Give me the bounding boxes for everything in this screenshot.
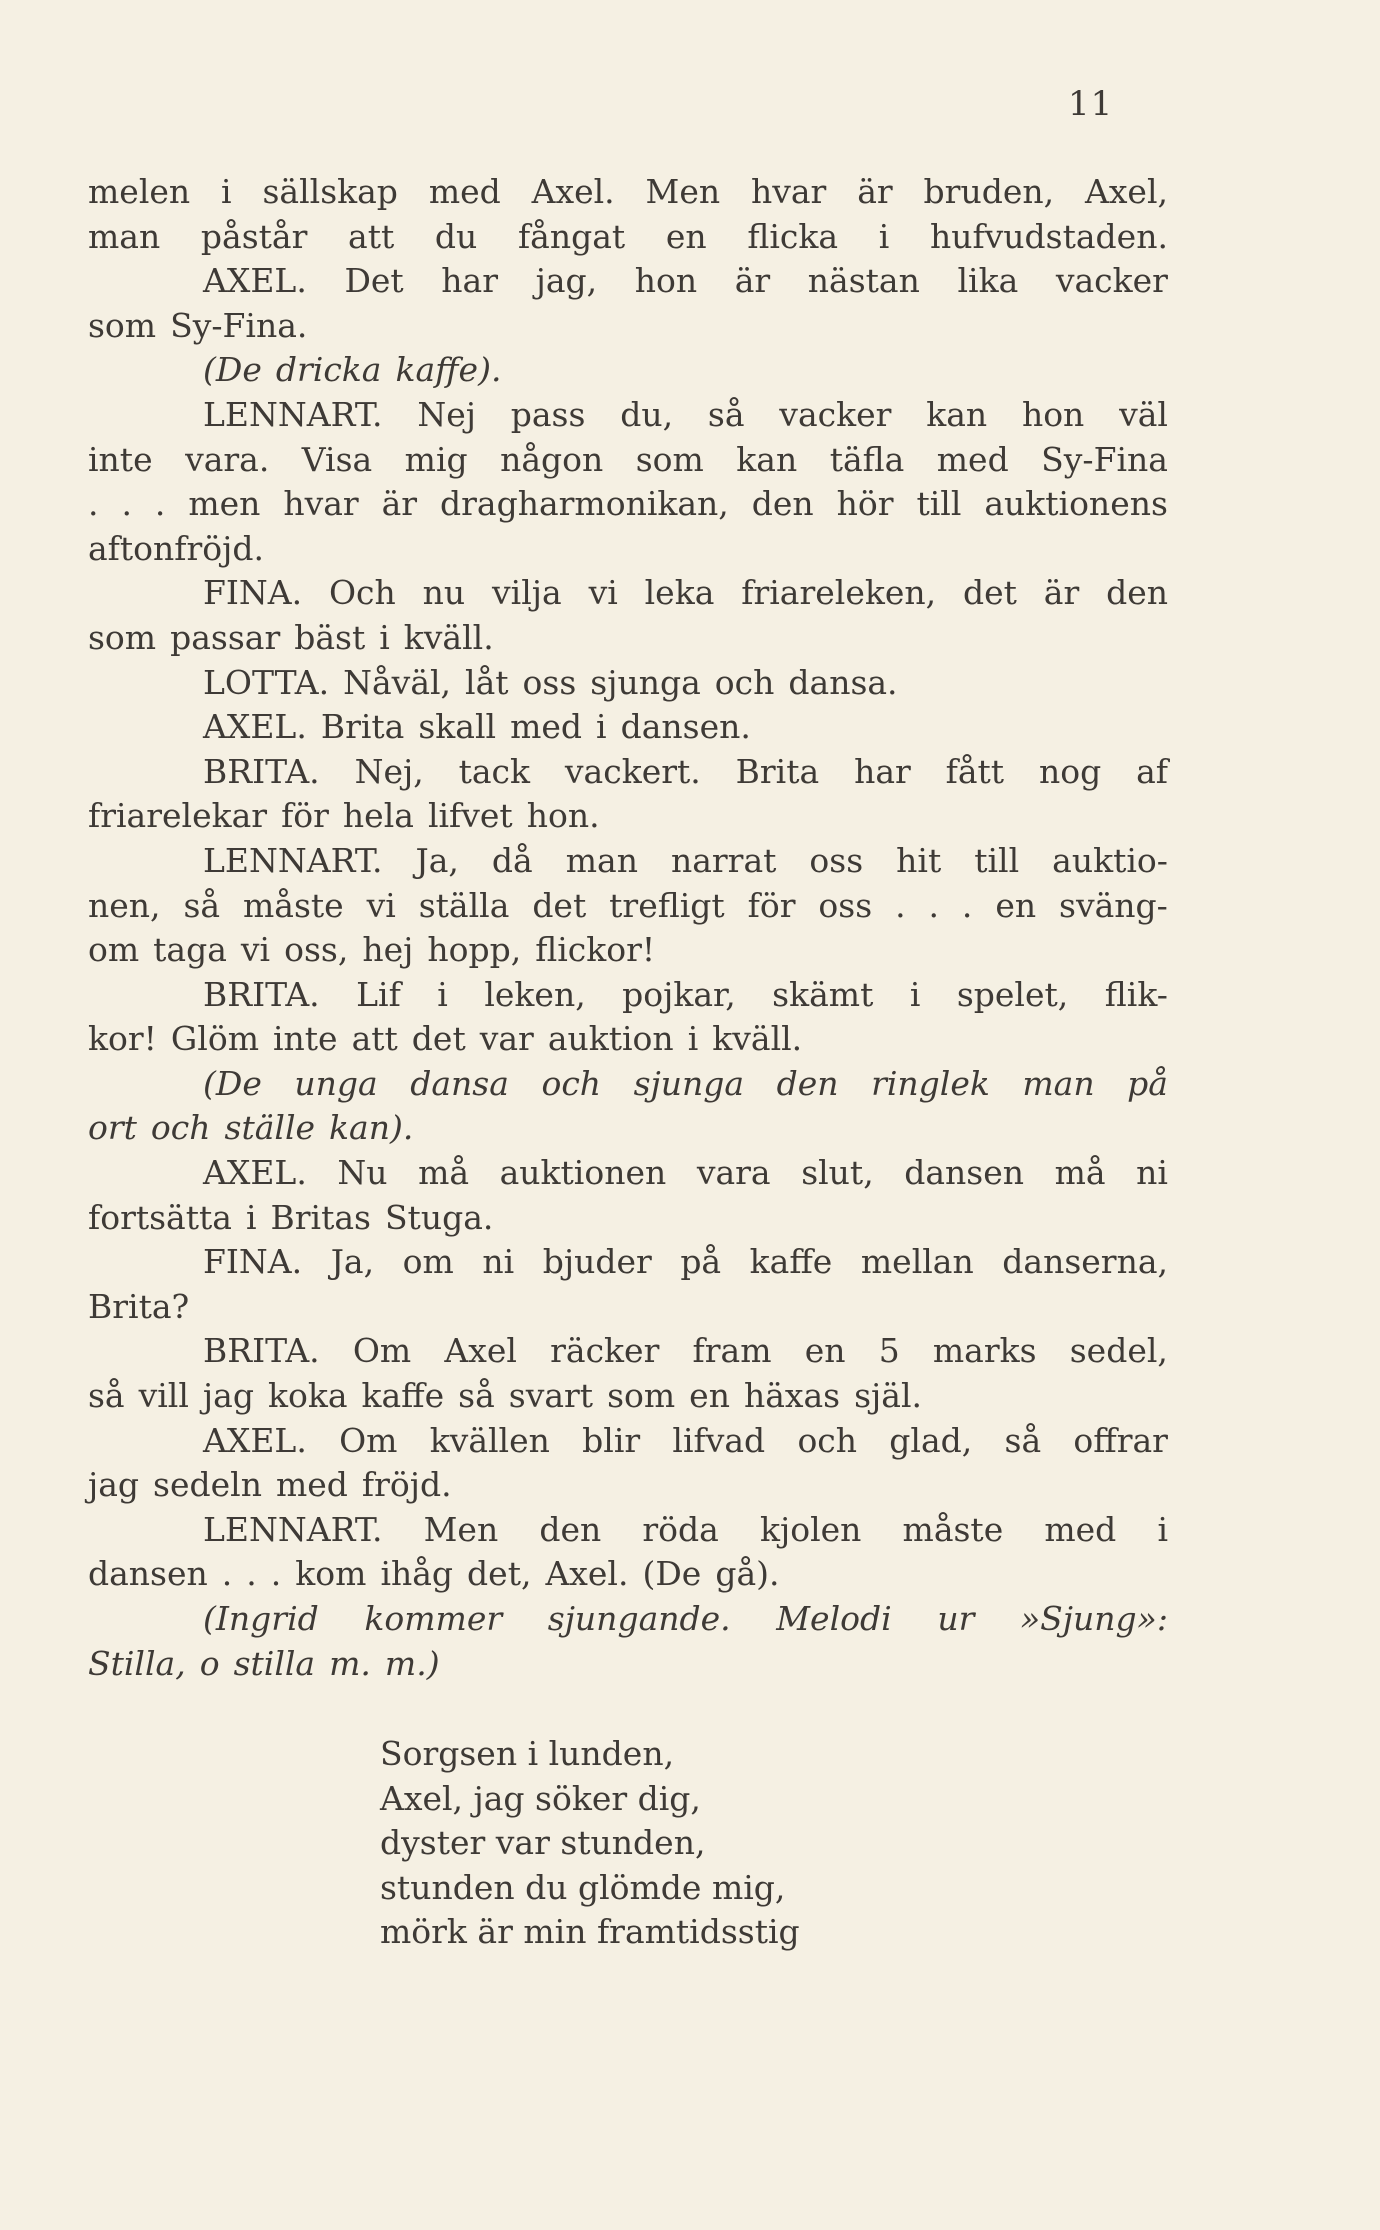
- word: om: [88, 930, 140, 970]
- word: och: [150, 1108, 211, 1148]
- word: fått: [945, 751, 1005, 791]
- word: må: [1054, 1153, 1106, 1193]
- word: oss: [809, 840, 864, 880]
- word: Glöm: [170, 1019, 259, 1059]
- body-text: [88, 170, 1168, 1686]
- word: var: [479, 1019, 534, 1059]
- word: kjolen: [759, 1509, 862, 1549]
- word: Det: [344, 261, 404, 301]
- word: det: [532, 885, 587, 925]
- word: AXEL.: [203, 707, 307, 747]
- word: vi: [366, 885, 396, 925]
- word: sällskap: [262, 172, 398, 211]
- word: FINA.: [203, 573, 303, 613]
- word: ihåg: [380, 1554, 454, 1594]
- word: auktionens: [984, 484, 1168, 524]
- word: en: [689, 1376, 730, 1416]
- word: sjunga: [590, 662, 701, 702]
- word: någon: [500, 439, 604, 479]
- text-line: [88, 1062, 1168, 1107]
- word: kan: [736, 439, 798, 479]
- word: fröjd.: [361, 1465, 452, 1505]
- word: Britas: [270, 1197, 371, 1237]
- word: det: [962, 573, 1017, 613]
- text-line: [88, 1017, 1168, 1062]
- word: Brita: [320, 707, 405, 747]
- word: kvällen: [429, 1420, 550, 1460]
- word: man: [88, 216, 161, 256]
- word: Lif: [356, 974, 401, 1014]
- word: i: [1157, 1509, 1168, 1549]
- word: leka: [644, 573, 715, 613]
- word: marks: [932, 1331, 1037, 1371]
- word: på: [680, 1242, 722, 1282]
- word: hvar: [750, 172, 827, 211]
- word: vi: [240, 930, 271, 970]
- word: inte: [272, 1019, 338, 1059]
- word: hon: [1021, 394, 1085, 434]
- word: koka: [267, 1376, 348, 1416]
- verse-line: stunden du glömde mig,: [380, 1867, 786, 1907]
- word: Melodi: [776, 1599, 892, 1638]
- word: häxas: [743, 1376, 841, 1416]
- word: .: [88, 484, 99, 524]
- word: pojkar,: [622, 974, 736, 1014]
- word: hopp,: [427, 930, 522, 970]
- word: .: [961, 885, 973, 925]
- word: kan: [926, 394, 988, 434]
- word: .: [246, 1554, 257, 1594]
- text-line: [88, 1463, 1168, 1508]
- word: vara.: [185, 439, 270, 479]
- word: kom: [295, 1554, 367, 1594]
- word: Nåväl,: [343, 662, 452, 702]
- word: då: [491, 840, 533, 880]
- word: fortsätta: [88, 1197, 232, 1237]
- word: men: [188, 484, 261, 524]
- word: väl: [1119, 394, 1168, 434]
- word: Nu: [337, 1153, 388, 1193]
- word: Brita: [735, 751, 820, 791]
- word: i: [878, 216, 890, 256]
- text-line: [88, 1329, 1168, 1374]
- word: hör: [836, 484, 894, 524]
- word: kväll.: [403, 617, 494, 657]
- word: ur: [937, 1599, 975, 1638]
- word: hela: [342, 796, 414, 836]
- word: ort: [88, 1108, 137, 1148]
- word: i: [687, 1019, 699, 1059]
- word: vara: [696, 1153, 771, 1193]
- word: trefligt: [609, 885, 725, 925]
- text-line: [88, 1642, 1168, 1687]
- text-line: [88, 259, 1168, 304]
- word: spelet,: [956, 974, 1069, 1014]
- word: nog: [1038, 751, 1102, 791]
- word: kommer: [364, 1599, 503, 1638]
- word: leken,: [484, 974, 586, 1014]
- text-line: [88, 616, 1168, 661]
- word: i: [437, 974, 448, 1014]
- word: du: [434, 216, 478, 256]
- word: dansa.: [788, 662, 898, 702]
- word: som: [88, 305, 157, 345]
- word: fångat: [517, 216, 626, 256]
- word: och: [714, 662, 775, 702]
- word: oss: [522, 662, 577, 702]
- word: den: [1106, 573, 1168, 613]
- word: sjungande.: [547, 1599, 731, 1638]
- word: dansen: [88, 1554, 208, 1594]
- verse-line: mörk är min framtidsstig: [380, 1912, 800, 1952]
- word: o: [199, 1643, 220, 1683]
- text-line: [88, 839, 1168, 884]
- word: unga: [294, 1063, 378, 1103]
- word: för: [281, 796, 329, 836]
- text-line: [88, 393, 1168, 438]
- word: Om: [352, 1331, 412, 1371]
- verse-line: Axel, jag söker dig,: [380, 1778, 701, 1818]
- song-verse: [380, 1732, 800, 1955]
- word: i: [221, 172, 232, 211]
- word: hit: [896, 840, 942, 880]
- text-line: [88, 750, 1168, 795]
- word: auktionen: [499, 1153, 667, 1193]
- word: vackert.: [564, 751, 701, 791]
- word: Axel.: [545, 1554, 629, 1594]
- word: blir: [582, 1420, 641, 1460]
- word: om: [402, 1242, 454, 1282]
- word: en: [995, 885, 1037, 925]
- word: auktio-: [1052, 840, 1168, 880]
- word: 5: [878, 1331, 900, 1371]
- word: så: [1004, 1420, 1042, 1460]
- word: vacker: [779, 394, 892, 434]
- word: Sy-Fina.: [170, 305, 308, 345]
- word: har: [854, 751, 911, 791]
- word: friareleken,: [741, 573, 937, 613]
- word: flickor!: [535, 930, 656, 970]
- text-line: [88, 884, 1168, 929]
- word: så: [88, 1376, 125, 1416]
- verse-line: Sorgsen i lunden,: [380, 1734, 675, 1773]
- word: AXEL.: [203, 1153, 307, 1193]
- word: .: [154, 484, 166, 524]
- text-line: [88, 348, 1168, 393]
- word: BRITA.: [203, 1331, 320, 1371]
- text-line: [88, 1240, 1168, 1285]
- word: .: [221, 1554, 233, 1594]
- word: narrat: [670, 840, 777, 880]
- word: i: [379, 617, 390, 657]
- word: sedel,: [1069, 1331, 1168, 1371]
- word: af: [1136, 751, 1168, 791]
- word: dansen: [904, 1153, 1025, 1193]
- word: Brita?: [88, 1286, 190, 1326]
- word: Stuga.: [384, 1197, 494, 1237]
- word: sedeln: [153, 1465, 262, 1505]
- word: en: [804, 1331, 846, 1371]
- word: med: [275, 1465, 348, 1505]
- word: m.): [384, 1643, 440, 1683]
- word: till: [916, 484, 962, 524]
- word: ni: [482, 1242, 515, 1282]
- word: nen,: [88, 885, 161, 925]
- word: man: [1022, 1063, 1095, 1103]
- word: .: [895, 885, 906, 925]
- word: Ja,: [415, 840, 459, 880]
- word: vilja: [492, 573, 562, 613]
- word: att: [348, 216, 395, 256]
- text-line: [88, 1151, 1168, 1196]
- word: bruden,: [923, 172, 1055, 211]
- word: pass: [510, 394, 586, 434]
- word: dragharmonikan,: [440, 484, 729, 524]
- word: nu: [422, 573, 466, 613]
- word: i: [909, 974, 921, 1014]
- word: LENNART.: [203, 394, 383, 434]
- text-line: [88, 571, 1168, 616]
- word: sjunga: [633, 1063, 745, 1103]
- word: danserna,: [1002, 1242, 1168, 1282]
- text-line: [88, 661, 1168, 706]
- word: den: [776, 1063, 839, 1103]
- word: LENNART.: [203, 840, 383, 880]
- word: och: [541, 1063, 602, 1103]
- page-number: 11: [1068, 84, 1114, 124]
- word: det,: [467, 1554, 532, 1594]
- word: Stilla,: [88, 1643, 186, 1683]
- word: (De: [642, 1554, 702, 1594]
- text-line: [88, 1552, 1168, 1597]
- word: svart: [508, 1376, 594, 1416]
- word: gå).: [715, 1554, 780, 1594]
- word: hon.: [526, 796, 600, 836]
- word: för: [747, 885, 796, 925]
- word: med: [428, 172, 501, 211]
- word: räcker: [550, 1331, 660, 1371]
- word: LOTTA.: [203, 662, 330, 702]
- text-line: [88, 170, 1168, 215]
- word: BRITA.: [203, 751, 320, 791]
- word: AXEL.: [203, 261, 307, 301]
- word: lifvad: [672, 1420, 766, 1460]
- word: må: [418, 1153, 470, 1193]
- word: måste: [902, 1509, 1004, 1549]
- text-line: [88, 1285, 1168, 1330]
- word: flik-: [1104, 974, 1168, 1014]
- word: sväng-: [1059, 885, 1168, 925]
- word: .: [121, 484, 132, 524]
- text-line: [88, 527, 1168, 572]
- word: taga: [153, 930, 227, 970]
- word: ringlek: [871, 1063, 990, 1103]
- word: offrar: [1073, 1420, 1168, 1460]
- word: det: [411, 1019, 466, 1059]
- word: friarelekar: [88, 796, 268, 836]
- word: är: [734, 261, 771, 301]
- word: Men: [423, 1509, 499, 1549]
- text-line: [88, 304, 1168, 349]
- word: som: [88, 617, 157, 657]
- word: med: [936, 439, 1009, 479]
- word: »Sjung»:: [1019, 1599, 1168, 1638]
- word: kaffe).: [395, 350, 502, 390]
- word: lifvet: [427, 796, 513, 836]
- word: slut,: [801, 1153, 874, 1193]
- word: täfla: [829, 439, 905, 479]
- text-line: [88, 438, 1168, 483]
- word: inte: [88, 439, 153, 479]
- word: så: [183, 885, 221, 925]
- word: nästan: [807, 261, 920, 301]
- word: mellan: [860, 1242, 974, 1282]
- word: med: [510, 707, 583, 747]
- text-line: [88, 705, 1168, 750]
- word: den: [751, 484, 814, 524]
- word: ni: [1136, 1153, 1168, 1193]
- word: är: [381, 484, 418, 524]
- word: till: [974, 840, 1020, 880]
- word: Sy-Fina: [1041, 439, 1168, 479]
- word: en: [665, 216, 707, 256]
- word: oss: [818, 885, 873, 925]
- word: (Ingrid: [203, 1599, 319, 1638]
- word: skall: [418, 707, 497, 747]
- word: Nej,: [354, 751, 424, 791]
- word: bäst: [294, 617, 366, 657]
- word: BRITA.: [203, 974, 320, 1014]
- word: dricka: [275, 350, 382, 390]
- word: Och: [329, 573, 396, 613]
- word: är: [1043, 573, 1080, 613]
- verse-line: dyster var stunden,: [380, 1823, 706, 1863]
- word: i: [245, 1197, 257, 1237]
- word: aftonfröjd.: [88, 528, 264, 568]
- word: och: [797, 1420, 858, 1460]
- word: som: [607, 1376, 676, 1416]
- word: hufvudstaden.: [929, 216, 1168, 256]
- word: är: [857, 172, 893, 211]
- word: vacker: [1055, 261, 1168, 301]
- text-line: [88, 1597, 1168, 1642]
- word: LENNART.: [203, 1509, 383, 1549]
- word: Axel: [444, 1331, 517, 1371]
- text-line: [88, 973, 1168, 1018]
- word: med: [1044, 1509, 1117, 1549]
- word: ställe: [224, 1108, 316, 1148]
- word: den: [539, 1509, 602, 1549]
- word: vi: [588, 573, 618, 613]
- word: kan).: [329, 1108, 414, 1148]
- word: passar: [170, 617, 281, 657]
- word: .: [928, 885, 939, 925]
- word: lika: [957, 261, 1019, 301]
- word: hon: [634, 261, 698, 301]
- word: hej: [362, 930, 414, 970]
- word: Axel,: [1084, 172, 1168, 211]
- text-line: [88, 482, 1168, 527]
- word: kaffe: [749, 1242, 833, 1282]
- word: dansa: [410, 1063, 509, 1103]
- word: jag: [202, 1376, 254, 1416]
- text-line: [88, 1419, 1168, 1464]
- word: Ja,: [330, 1242, 375, 1282]
- word: på: [1127, 1063, 1168, 1103]
- word: så: [458, 1376, 495, 1416]
- word: dansen.: [620, 707, 751, 747]
- word: påstår: [200, 216, 308, 256]
- word: har: [441, 261, 498, 301]
- word: Men: [645, 172, 721, 211]
- word: bjuder: [542, 1242, 652, 1282]
- word: du,: [620, 394, 674, 434]
- word: (De: [203, 1063, 262, 1103]
- word: jag,: [535, 261, 598, 301]
- word: flicka: [747, 216, 839, 256]
- text-line: [88, 1196, 1168, 1241]
- word: Om: [339, 1420, 398, 1460]
- word: att: [351, 1019, 398, 1059]
- word: fram: [692, 1331, 772, 1371]
- word: jag: [88, 1465, 140, 1505]
- word: man: [565, 840, 638, 880]
- word: (De: [203, 350, 262, 390]
- word: Axel.: [531, 172, 615, 211]
- word: mig: [404, 439, 468, 479]
- word: melen: [88, 172, 191, 211]
- word: kaffe: [361, 1376, 445, 1416]
- word: oss,: [284, 930, 349, 970]
- word: som: [635, 439, 704, 479]
- word: auktion: [547, 1019, 674, 1059]
- text-line: [88, 794, 1168, 839]
- word: AXEL.: [203, 1420, 307, 1460]
- word: röda: [642, 1509, 719, 1549]
- word: Visa: [301, 439, 373, 479]
- text-line: [88, 928, 1168, 973]
- text-line: [88, 1508, 1168, 1553]
- word: så: [707, 394, 745, 434]
- word: Nej: [417, 394, 476, 434]
- word: FINA.: [203, 1242, 303, 1282]
- word: kor!: [88, 1019, 157, 1059]
- word: vill: [138, 1376, 189, 1416]
- word: stilla: [233, 1643, 316, 1683]
- word: hvar: [283, 484, 359, 524]
- text-line: [88, 1106, 1168, 1151]
- word: tack: [458, 751, 531, 791]
- word: skämt: [772, 974, 874, 1014]
- word: ställa: [418, 885, 510, 925]
- word: låt: [465, 662, 509, 702]
- word: .: [270, 1554, 282, 1594]
- word: kväll.: [712, 1019, 803, 1059]
- word: själ.: [854, 1376, 923, 1416]
- text-line: [88, 1374, 1168, 1419]
- word: m.: [329, 1643, 371, 1683]
- text-line: [88, 215, 1168, 260]
- word: i: [596, 707, 607, 747]
- word: glad,: [889, 1420, 973, 1460]
- word: måste: [242, 885, 344, 925]
